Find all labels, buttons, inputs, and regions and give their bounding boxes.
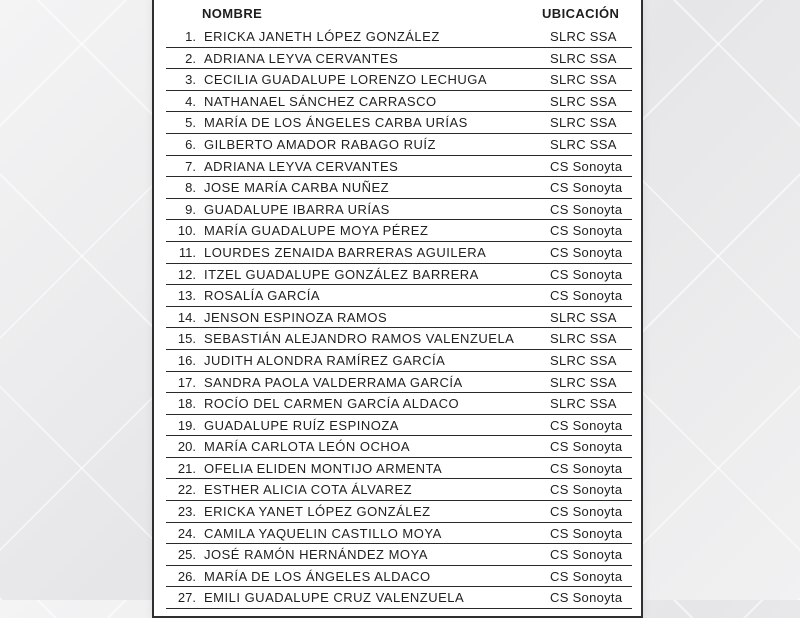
table-body xyxy=(166,26,632,609)
location-cell: SLRC SSA xyxy=(550,352,617,368)
column-header-name: NOMBRE xyxy=(202,6,263,21)
location-cell: CS Sonoyta xyxy=(550,158,623,174)
location-cell: CS Sonoyta xyxy=(550,504,623,520)
person-name: MARÍA GUADALUPE MOYA PÉREZ xyxy=(204,223,429,239)
person-name: OFELIA ELIDEN MONTIJO ARMENTA xyxy=(204,460,443,476)
row-number: 26. xyxy=(177,568,196,584)
table-row xyxy=(166,69,632,91)
table-row xyxy=(166,134,632,156)
table-row xyxy=(166,220,632,242)
document-page xyxy=(152,0,643,618)
table-header xyxy=(154,0,641,24)
table-row xyxy=(166,372,632,394)
person-name: EMILI GUADALUPE CRUZ VALENZUELA xyxy=(204,590,465,606)
person-name: GUADALUPE RUÍZ ESPINOZA xyxy=(204,417,399,433)
row-number: 24. xyxy=(177,525,196,541)
row-number: 27. xyxy=(177,590,196,606)
location-cell: SLRC SSA xyxy=(550,115,617,131)
location-cell: CS Sonoyta xyxy=(550,288,623,304)
table-row xyxy=(166,91,632,113)
row-number: 23. xyxy=(177,504,196,520)
person-name: NATHANAEL SÁNCHEZ CARRASCO xyxy=(204,93,437,109)
table-row xyxy=(166,48,632,70)
table-row xyxy=(166,285,632,307)
row-number: 25. xyxy=(177,547,196,563)
location-cell: SLRC SSA xyxy=(550,374,617,390)
row-number: 7. xyxy=(185,158,196,174)
location-cell: CS Sonoyta xyxy=(550,201,623,217)
row-number: 17. xyxy=(177,374,196,390)
location-cell: SLRC SSA xyxy=(550,331,617,347)
row-number: 15. xyxy=(177,331,196,347)
person-name: GUADALUPE IBARRA URÍAS xyxy=(204,201,390,217)
table-row xyxy=(166,156,632,178)
location-cell: SLRC SSA xyxy=(550,72,617,88)
person-name: SANDRA PAOLA VALDERRAMA GARCÍA xyxy=(204,374,463,390)
table-row xyxy=(166,199,632,221)
table-row xyxy=(166,350,632,372)
row-number: 1. xyxy=(185,29,196,44)
location-cell: CS Sonoyta xyxy=(550,590,623,606)
location-cell: CS Sonoyta xyxy=(550,180,623,196)
row-number: 9. xyxy=(185,201,196,217)
row-number: 13. xyxy=(177,288,196,304)
person-name: CAMILA YAQUELIN CASTILLO MOYA xyxy=(204,525,442,541)
table-row xyxy=(166,415,632,437)
row-number: 10. xyxy=(177,223,196,239)
table-row xyxy=(166,242,632,264)
location-cell: CS Sonoyta xyxy=(550,482,623,498)
person-name: MARÍA CARLOTA LEÓN OCHOA xyxy=(204,439,411,455)
location-cell: CS Sonoyta xyxy=(550,266,623,282)
row-number: 11. xyxy=(178,244,196,260)
person-name: ADRIANA LEYVA CERVANTES xyxy=(204,50,399,66)
person-name: JENSON ESPINOZA RAMOS xyxy=(204,309,388,325)
person-name: ERICKA JANETH LÓPEZ GONZÁLEZ xyxy=(204,29,440,44)
location-cell: CS Sonoyta xyxy=(550,417,623,433)
row-number: 16. xyxy=(177,352,196,368)
location-cell: SLRC SSA xyxy=(550,309,617,325)
row-number: 6. xyxy=(185,136,196,152)
person-name: CECILIA GUADALUPE LORENZO LECHUGA xyxy=(204,72,488,88)
row-number: 18. xyxy=(177,396,196,412)
table-row xyxy=(166,587,632,609)
location-cell: SLRC SSA xyxy=(550,396,617,412)
row-number: 3. xyxy=(185,72,196,88)
location-cell: CS Sonoyta xyxy=(550,460,623,476)
column-header-location: UBICACIÓN xyxy=(542,6,620,21)
location-cell: CS Sonoyta xyxy=(550,547,623,563)
table-row xyxy=(166,523,632,545)
table-row xyxy=(166,26,632,48)
table-row xyxy=(166,544,632,566)
table-row xyxy=(166,307,632,329)
location-cell: SLRC SSA xyxy=(550,136,617,152)
table-row xyxy=(166,501,632,523)
row-number: 14. xyxy=(177,309,196,325)
row-number: 4. xyxy=(185,93,196,109)
table-row xyxy=(166,328,632,350)
row-number: 2. xyxy=(185,50,196,66)
table-row xyxy=(166,479,632,501)
table-row xyxy=(166,264,632,286)
table-row xyxy=(166,566,632,588)
location-cell: CS Sonoyta xyxy=(550,568,623,584)
person-name: MARÍA DE LOS ÁNGELES CARBA URÍAS xyxy=(204,115,468,131)
person-name: MARÍA DE LOS ÁNGELES ALDACO xyxy=(204,568,431,584)
person-name: SEBASTIÁN ALEJANDRO RAMOS VALENZUELA xyxy=(204,331,515,347)
row-number: 19. xyxy=(177,417,196,433)
table-row xyxy=(166,177,632,199)
location-cell: SLRC SSA xyxy=(550,93,617,109)
row-number: 20. xyxy=(177,439,196,455)
location-cell: CS Sonoyta xyxy=(550,223,623,239)
person-name: ROSALÍA GARCÍA xyxy=(204,288,321,304)
table-row xyxy=(166,436,632,458)
table-row xyxy=(166,393,632,415)
location-cell: SLRC SSA xyxy=(550,29,617,44)
person-name: ITZEL GUADALUPE GONZÁLEZ BARRERA xyxy=(204,266,479,282)
person-name: LOURDES ZENAIDA BARRERAS AGUILERA xyxy=(204,244,487,260)
person-name: JUDITH ALONDRA RAMÍREZ GARCÍA xyxy=(204,352,446,368)
location-cell: CS Sonoyta xyxy=(550,244,623,260)
location-cell: CS Sonoyta xyxy=(550,525,623,541)
row-number: 21. xyxy=(177,460,196,476)
person-name: ERICKA YANET LÓPEZ GONZÁLEZ xyxy=(204,504,431,520)
person-name: GILBERTO AMADOR RABAGO RUÍZ xyxy=(204,136,436,152)
person-name: ROCÍO DEL CARMEN GARCÍA ALDACO xyxy=(204,396,460,412)
row-number: 22. xyxy=(177,482,196,498)
person-name: JOSE MARÍA CARBA NUÑEZ xyxy=(204,180,390,196)
row-number: 12. xyxy=(177,266,196,282)
table-row xyxy=(166,458,632,480)
person-name: ADRIANA LEYVA CERVANTES xyxy=(204,158,399,174)
row-number: 5. xyxy=(185,115,196,131)
location-cell: CS Sonoyta xyxy=(550,439,623,455)
location-cell: SLRC SSA xyxy=(550,50,617,66)
row-number: 8. xyxy=(185,180,196,196)
person-name: JOSÉ RAMÓN HERNÁNDEZ MOYA xyxy=(204,547,428,563)
table-row xyxy=(166,112,632,134)
person-name: ESTHER ALICIA COTA ÁLVAREZ xyxy=(204,482,413,498)
